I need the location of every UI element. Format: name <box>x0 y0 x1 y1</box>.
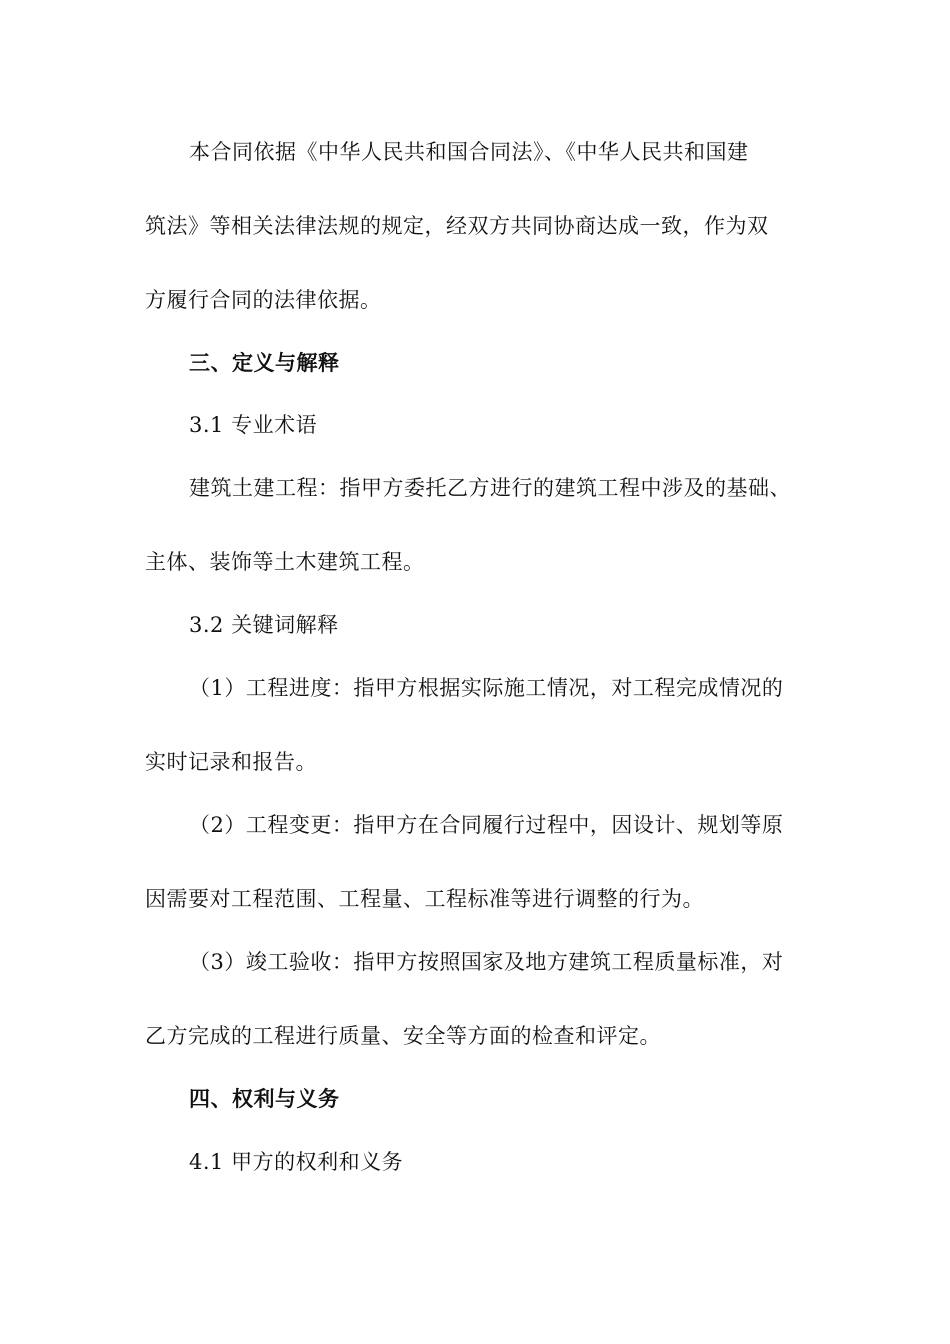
subsection-heading: 3.1 专业术语 <box>189 413 318 437</box>
paragraph-line: 方履行合同的法律依据。 <box>145 288 382 312</box>
paragraph-line: 实时记录和报告。 <box>145 750 317 774</box>
paragraph-line: 建筑土建工程：指甲方委托乙方进行的建筑工程中涉及的基础、 <box>189 476 791 500</box>
subsection-heading: 4.1 甲方的权利和义务 <box>189 1150 404 1174</box>
subsection-heading: 3.2 关键词解释 <box>189 613 339 637</box>
section-heading: 四、权利与义务 <box>189 1086 340 1111</box>
paragraph-line: 本合同依据《中华人民共和国合同法》、《中华人民共和国建 <box>189 140 749 164</box>
paragraph-line: 主体、装饰等土木建筑工程。 <box>145 550 425 574</box>
section-heading: 三、定义与解释 <box>189 350 340 375</box>
paragraph-line: （3）竣工验收：指甲方按照国家及地方建筑工程质量标准，对 <box>189 950 784 974</box>
paragraph-line: 因需要对工程范围、工程量、工程标准等进行调整的行为。 <box>145 887 704 911</box>
paragraph-line: （1）工程进度：指甲方根据实际施工情况，对工程完成情况的 <box>189 676 784 700</box>
paragraph-line: 乙方完成的工程进行质量、安全等方面的检查和评定。 <box>145 1024 661 1048</box>
paragraph-line: 筑法》等相关法律法规的规定，经双方共同协商达成一致，作为双 <box>145 214 769 238</box>
paragraph-line: （2）工程变更：指甲方在合同履行过程中，因设计、规划等原 <box>189 813 784 837</box>
